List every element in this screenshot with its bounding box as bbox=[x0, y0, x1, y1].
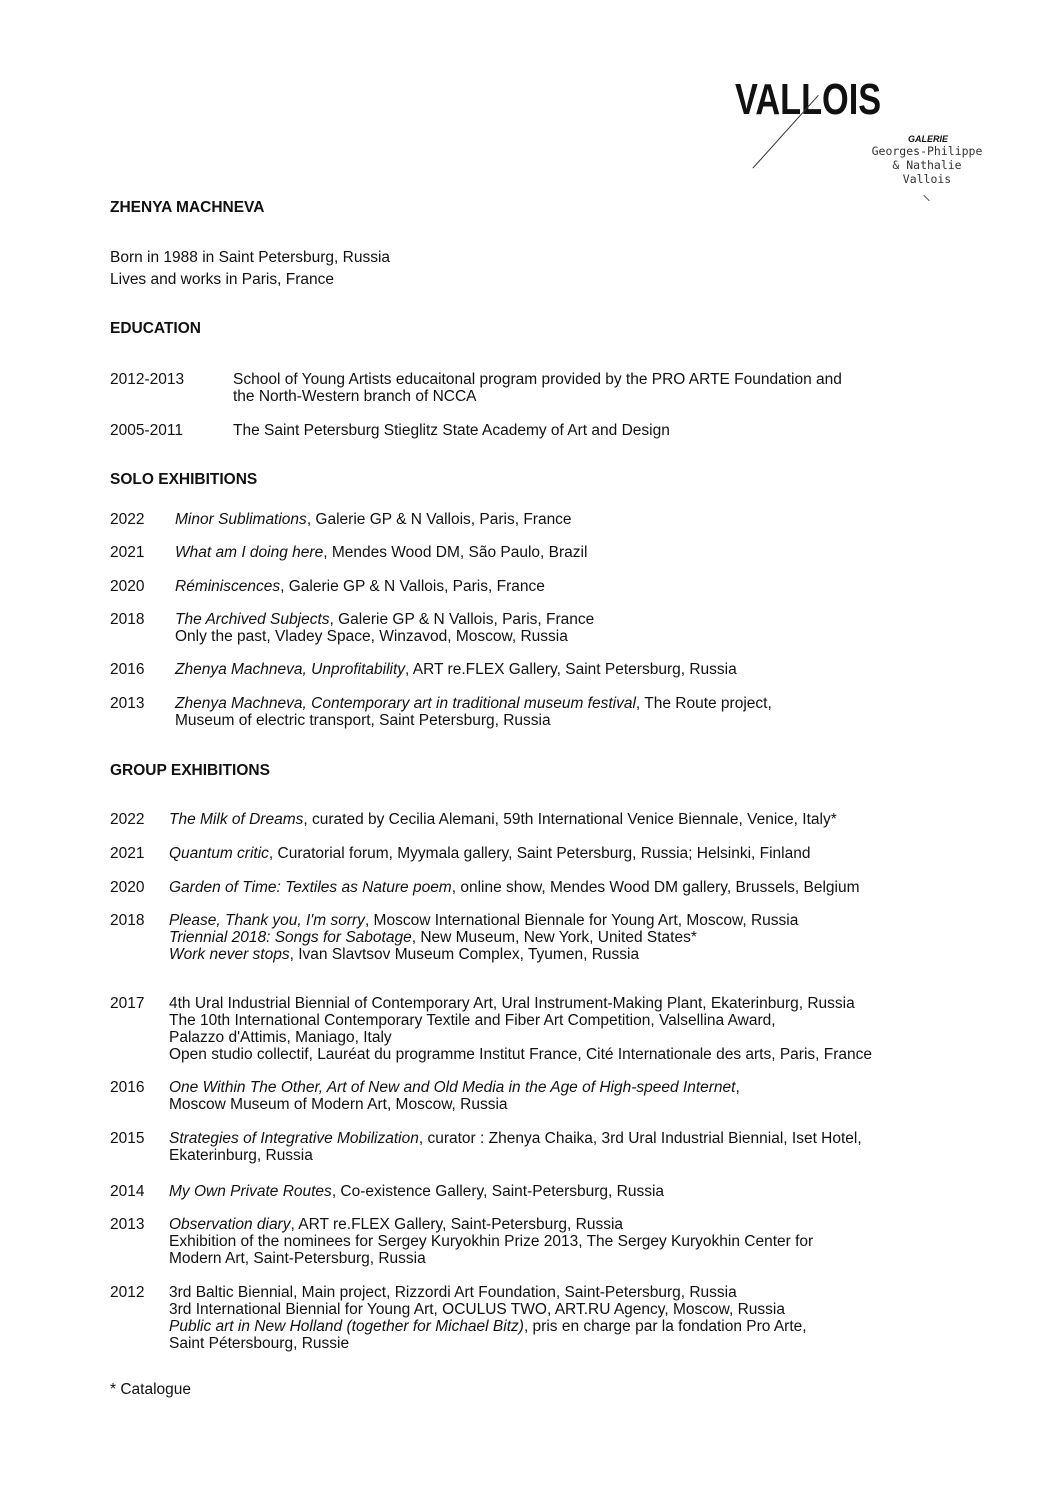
entry-line bbox=[169, 1096, 508, 1113]
exhibition-details: , Co-existence Gallery, Saint-Petersburg, Russia bbox=[331, 1183, 665, 1200]
entry-line bbox=[169, 1216, 623, 1233]
exhibition-details: , Ivan Slavtsov Museum Complex, Tyumen, Russia bbox=[289, 946, 640, 963]
entry-line bbox=[169, 879, 860, 896]
exhibition-details: 4th Ural Industrial Biennial of Contemporary Art, Ural Instrument-Making Plant, Ekaterinburg, Russia bbox=[169, 995, 855, 1012]
entry-line bbox=[169, 1284, 737, 1301]
entry-line: School of Young Artists educaitonal program provided by the PRO ARTE Foundation and bbox=[233, 371, 842, 388]
exhibition-title: Garden of Time: Textiles as Nature poem bbox=[169, 879, 452, 896]
exhibition-details: , Mendes Wood DM, São Paulo, Brazil bbox=[323, 544, 588, 561]
entry-line bbox=[169, 946, 639, 963]
entry-year: 2022 bbox=[110, 811, 145, 828]
logo-name-line: Georges-Philippe bbox=[871, 144, 983, 158]
entry-year: 2021 bbox=[110, 845, 145, 862]
entry-line bbox=[169, 1012, 776, 1029]
exhibition-title: Quantum critic bbox=[169, 845, 269, 862]
logo-tick-mark bbox=[923, 195, 929, 201]
entry-line bbox=[169, 912, 798, 929]
exhibition-title: The Milk of Dreams bbox=[169, 811, 304, 828]
entry-line bbox=[169, 1046, 872, 1063]
exhibition-details: , New Museum, New York, United States* bbox=[411, 929, 697, 946]
exhibition-title: Zhenya Machneva, Unprofitability bbox=[175, 661, 406, 678]
entry-year: 2021 bbox=[110, 544, 145, 561]
exhibition-details: Palazzo d'Attimis, Maniago, Italy bbox=[169, 1029, 392, 1046]
exhibition-title: Strategies of Integrative Mobilization bbox=[169, 1130, 419, 1147]
exhibition-details: Open studio collectif, Lauréat du programme Institut France, Cité Internationale des arts, Paris, France bbox=[169, 1046, 873, 1063]
entry-line bbox=[169, 995, 855, 1012]
logo-galerie-label: GALERIE bbox=[908, 134, 949, 144]
exhibition-details: , curated by Cecilia Alemani, 59th International Venice Biennale, Venice, Italy* bbox=[303, 811, 837, 828]
entry-line bbox=[169, 845, 810, 862]
exhibition-details: Only the past, Vladey Space, Winzavod, Moscow, Russia bbox=[175, 628, 568, 645]
exhibition-details: , Moscow International Biennale for Young Art, Moscow, Russia bbox=[364, 912, 799, 929]
entry-line bbox=[169, 1130, 862, 1147]
entry-line bbox=[175, 511, 572, 528]
exhibition-details: , Galerie GP & N Vallois, Paris, France bbox=[306, 511, 572, 528]
entry-line bbox=[169, 1318, 807, 1335]
exhibition-title: Zhenya Machneva, Contemporary art in traditional museum festival bbox=[175, 695, 636, 712]
entry-year: 2005-2011 bbox=[110, 422, 183, 439]
exhibition-details: , online show, Mendes Wood DM gallery, Brussels, Belgium bbox=[451, 879, 860, 896]
entry-line bbox=[175, 544, 587, 561]
exhibition-details: , pris en charge par la fondation Pro Arte, bbox=[523, 1318, 807, 1335]
entry-year: 2012-2013 bbox=[110, 371, 185, 388]
exhibition-details: Saint Pétersbourg, Russie bbox=[169, 1335, 350, 1352]
exhibition-details: Museum of electric transport, Saint Petersburg, Russia bbox=[175, 712, 551, 729]
logo-name-line: & Nathalie bbox=[892, 158, 962, 172]
exhibition-title: Réminiscences bbox=[175, 578, 281, 595]
entry-line bbox=[169, 1301, 785, 1318]
catalogue-footnote: * Catalogue bbox=[110, 1381, 192, 1398]
entry-line: The Saint Petersburg Stieglitz State Academy of Art and Design bbox=[233, 422, 670, 439]
entry-year: 2020 bbox=[110, 578, 145, 595]
logo-wordmark: VALLOIS bbox=[735, 75, 882, 124]
entry-year: 2020 bbox=[110, 879, 145, 896]
exhibition-details: Modern Art, Saint-Petersburg, Russia bbox=[169, 1250, 426, 1267]
entry-year: 2022 bbox=[110, 511, 145, 528]
solo-heading: SOLO EXHIBITIONS bbox=[110, 471, 258, 488]
entry-line bbox=[169, 1250, 426, 1267]
exhibition-title: Minor Sublimations bbox=[175, 511, 307, 528]
exhibition-details: , curator : Zhenya Chaika, 3rd Ural Industrial Biennial, Iset Hotel, bbox=[418, 1130, 862, 1147]
entry-year: 2018 bbox=[110, 611, 145, 628]
exhibition-details: Exhibition of the nominees for Sergey Kuryokhin Prize 2013, The Sergey Kuryokhin Center for bbox=[169, 1233, 814, 1250]
exhibition-details: , ART re.FLEX Gallery, Saint Petersburg, Russia bbox=[405, 661, 737, 678]
entry-year: 2013 bbox=[110, 695, 145, 712]
entry-line bbox=[169, 1335, 349, 1352]
exhibition-details: , Galerie GP & N Vallois, Paris, France bbox=[329, 611, 595, 628]
exhibition-title: Observation diary bbox=[169, 1216, 291, 1233]
exhibition-title: My Own Private Routes bbox=[169, 1183, 332, 1200]
exhibition-title: What am I doing here bbox=[175, 544, 324, 561]
entry-line bbox=[169, 1233, 813, 1250]
artist-born: Born in 1988 in Saint Petersburg, Russia bbox=[110, 249, 391, 266]
exhibition-title: Public art in New Holland (together for Michael Bitz) bbox=[169, 1318, 524, 1335]
education-heading: EDUCATION bbox=[110, 320, 201, 337]
entry-year: 2017 bbox=[110, 995, 145, 1012]
entry-line bbox=[169, 1029, 392, 1046]
entry-line: the North-Western branch of NCCA bbox=[233, 388, 477, 405]
artist-name: ZHENYA MACHNEVA bbox=[110, 199, 265, 216]
artist-residence: Lives and works in Paris, France bbox=[110, 271, 334, 288]
exhibition-details: Ekaterinburg, Russia bbox=[169, 1147, 313, 1164]
exhibition-details: , The Route project, bbox=[635, 695, 772, 712]
exhibition-title: The Archived Subjects bbox=[175, 611, 330, 628]
exhibition-details: 3rd Baltic Biennial, Main project, Rizzordi Art Foundation, Saint-Petersburg, Russia bbox=[169, 1284, 737, 1301]
entry-year: 2015 bbox=[110, 1130, 145, 1147]
exhibition-details: 3rd International Biennial for Young Art, OCULUS TWO, ART.RU Agency, Moscow, Russia bbox=[169, 1301, 785, 1318]
exhibition-details: , ART re.FLEX Gallery, Saint-Petersburg, Russia bbox=[290, 1216, 624, 1233]
logo-gallery-names bbox=[868, 144, 986, 186]
entry-line bbox=[175, 628, 568, 645]
exhibition-details: Moscow Museum of Modern Art, Moscow, Russia bbox=[169, 1096, 508, 1113]
entry-line bbox=[175, 712, 551, 729]
entry-year: 2014 bbox=[110, 1183, 145, 1200]
entry-year: 2018 bbox=[110, 912, 145, 929]
exhibition-details: , Curatorial forum, Myymala gallery, Saint Petersburg, Russia; Helsinki, Finland bbox=[268, 845, 811, 862]
entry-line bbox=[175, 611, 594, 628]
exhibition-title: One Within The Other, Art of New and Old Media in the Age of High-speed Internet bbox=[169, 1079, 736, 1096]
group-heading: GROUP EXHIBITIONS bbox=[110, 762, 270, 779]
exhibition-details: , bbox=[735, 1079, 740, 1096]
entry-year: 2016 bbox=[110, 661, 145, 678]
entry-line bbox=[169, 929, 697, 946]
entry-line bbox=[175, 578, 545, 595]
entry-line bbox=[175, 695, 772, 712]
exhibition-details: The 10th International Contemporary Textile and Fiber Art Competition, Valsellina Award, bbox=[169, 1012, 776, 1029]
entry-line bbox=[169, 1183, 664, 1200]
entry-line bbox=[169, 1079, 740, 1096]
exhibition-title: Triennial 2018: Songs for Sabotage bbox=[169, 929, 412, 946]
entry-line bbox=[169, 1147, 313, 1164]
entry-year: 2012 bbox=[110, 1284, 145, 1301]
logo-name-line: Vallois bbox=[902, 172, 952, 186]
exhibition-details: , Galerie GP & N Vallois, Paris, France bbox=[280, 578, 545, 595]
entry-year: 2016 bbox=[110, 1079, 145, 1096]
exhibition-title: Work never stops bbox=[169, 946, 290, 963]
entry-year: 2013 bbox=[110, 1216, 145, 1233]
exhibition-title: Please, Thank you, I'm sorry bbox=[169, 912, 365, 929]
entry-line bbox=[175, 661, 737, 678]
entry-line bbox=[169, 811, 837, 828]
